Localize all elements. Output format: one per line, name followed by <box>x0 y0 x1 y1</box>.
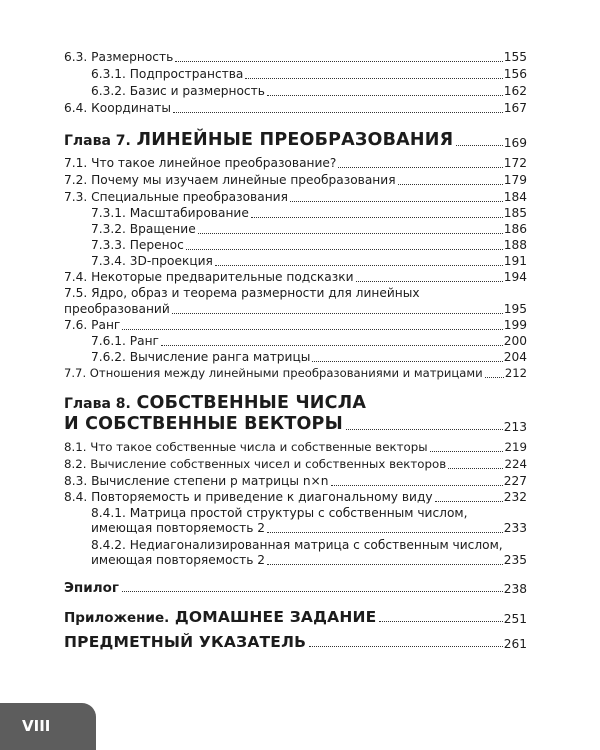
page-number: VIII <box>22 717 51 735</box>
toc-entry-title: 8.2. Вычисление собственных чисел и собственных векторов <box>64 457 447 471</box>
dot-leader <box>356 281 503 282</box>
chapter-title: СОБСТВЕННЫЕ ЧИСЛА <box>136 393 367 413</box>
toc-entry-page: 235 <box>503 553 527 567</box>
dot-leader <box>245 78 502 79</box>
toc-entry-page: 212 <box>504 366 527 380</box>
dot-leader <box>122 591 503 592</box>
toc-entry-title: 7.6.2. Вычисление ранга матрицы <box>91 350 311 364</box>
toc-entry-title: 6.3.1. Подпространства <box>91 67 244 81</box>
dot-leader <box>312 361 502 362</box>
dot-leader <box>398 184 503 185</box>
section-title: ПРЕДМЕТНЫЙ УКАЗАТЕЛЬ <box>64 633 307 651</box>
toc-entry-title: 8.1. Что такое собственные числа и собственные векторы <box>64 440 428 454</box>
dot-leader <box>309 646 503 647</box>
toc-entry-title: 7.1. Что такое линейное преобразование? <box>64 156 337 170</box>
dot-leader <box>346 429 503 430</box>
section-title: Эпилог <box>64 580 119 596</box>
toc-entry-page: 172 <box>503 156 527 170</box>
toc-entry-title: 6.3.2. Базис и размерность <box>91 84 265 98</box>
toc-entry-title: 8.4. Повторяемость и приведение к диагональному виду <box>64 490 433 504</box>
toc-entry-page: 167 <box>503 101 527 115</box>
toc-entry-page: 195 <box>503 302 527 316</box>
toc-entry-page: 213 <box>503 420 527 434</box>
dot-leader <box>448 468 503 469</box>
toc-entry-title-cont: преобразований <box>64 302 170 316</box>
toc-entry-page: 186 <box>503 222 527 236</box>
toc-entry-page: 156 <box>503 67 527 81</box>
page-number-badge <box>0 703 96 750</box>
toc-entry-page: 251 <box>503 612 527 626</box>
toc-entry-title: 8.4.2. Недиагонализированная матрица с собственным числом, <box>91 538 503 552</box>
dot-leader <box>198 233 503 234</box>
toc-entry-page: 179 <box>503 173 527 187</box>
toc-entry-title: 7.3.2. Вращение <box>91 222 196 236</box>
section-heading-index <box>64 632 527 651</box>
toc-entry-page: 191 <box>503 254 527 268</box>
toc-entry-title-cont: имеющая повторяемость 2 <box>91 553 266 567</box>
toc-entry-page: 194 <box>503 270 527 284</box>
toc-entry-page: 232 <box>503 490 527 504</box>
dot-leader <box>290 201 503 202</box>
dot-leader <box>267 564 503 565</box>
toc-entry-title: 7.7. Отношения между линейными преобразованиями и матрицами <box>64 366 483 380</box>
toc-entry-title: 7.3.1. Масштабирование <box>91 206 249 220</box>
toc-entry-title: 8.4.1. Матрица простой структуры с собственным числом, <box>91 506 468 520</box>
toc-entry-title: 6.4. Координаты <box>64 101 171 115</box>
dot-leader <box>215 265 503 266</box>
chapter-label: Глава 7. <box>64 133 131 149</box>
chapter-label: Глава 8. <box>64 396 131 412</box>
toc-entry-page: 200 <box>503 334 527 348</box>
toc-entry-page: 185 <box>503 206 527 220</box>
toc-entry-page: 162 <box>503 84 527 98</box>
dot-leader <box>435 501 503 502</box>
dot-leader <box>267 95 503 96</box>
dot-leader <box>251 217 503 218</box>
toc-entry-title: 7.6.1. Ранг <box>91 334 159 348</box>
toc-entry-title: 7.3.3. Перенос <box>91 238 184 252</box>
toc-entry-title: 6.3. Размерность <box>64 50 174 64</box>
toc-entry-page: 155 <box>503 50 527 64</box>
toc-entry-page: 169 <box>503 136 527 150</box>
dot-leader <box>161 345 503 346</box>
toc-entry-page: 199 <box>503 318 527 332</box>
toc-entry-page: 227 <box>503 474 527 488</box>
dot-leader <box>338 167 502 168</box>
toc-entry-title: 7.3.4. 3D-проекция <box>91 254 213 268</box>
toc-entry-page: 238 <box>503 582 527 596</box>
toc-entry-page: 188 <box>503 238 527 252</box>
dot-leader <box>485 377 504 378</box>
toc-entry-title: 8.3. Вычисление степени p матрицы n×n <box>64 474 329 488</box>
toc-entry-title-cont: имеющая повторяемость 2 <box>91 521 266 535</box>
dot-leader <box>175 61 502 62</box>
chapter-title-cont: И СОБСТВЕННЫЕ ВЕКТОРЫ <box>64 414 343 434</box>
dot-leader <box>456 145 502 146</box>
dot-leader <box>173 112 503 113</box>
section-heading-epilog <box>64 580 527 596</box>
toc-entry-title: 7.4. Некоторые предварительные подсказки <box>64 270 354 284</box>
toc-entry-title: 7.5. Ядро, образ и теорема размерности для линейных <box>64 286 420 300</box>
section-heading-appendix <box>64 607 527 626</box>
dot-leader <box>331 485 503 486</box>
dot-leader <box>122 329 502 330</box>
toc-entry-page: 184 <box>503 190 527 204</box>
chapter-title: ЛИНЕЙНЫЕ ПРЕОБРАЗОВАНИЯ <box>136 130 454 150</box>
chapter-heading <box>64 130 527 150</box>
toc-entry-page: 204 <box>503 350 527 364</box>
toc-entry-page: 219 <box>504 440 527 454</box>
toc-entry-title: 7.3. Специальные преобразования <box>64 190 288 204</box>
toc-entry-title: 7.2. Почему мы изучаем линейные преобразования <box>64 173 396 187</box>
section-label: Приложение. <box>64 610 170 626</box>
toc-entry-page: 233 <box>503 521 527 535</box>
toc-entry-page: 224 <box>504 457 527 471</box>
section-title: ДОМАШНЕЕ ЗАДАНИЕ <box>174 608 377 626</box>
toc-entry-title: 7.6. Ранг <box>64 318 121 332</box>
chapter-heading <box>64 393 527 413</box>
dot-leader <box>379 621 502 622</box>
toc-entry-page: 261 <box>503 637 527 651</box>
dot-leader <box>267 532 503 533</box>
dot-leader <box>186 249 503 250</box>
chapter-heading-cont <box>64 414 527 434</box>
dot-leader <box>430 451 504 452</box>
dot-leader <box>172 313 503 314</box>
